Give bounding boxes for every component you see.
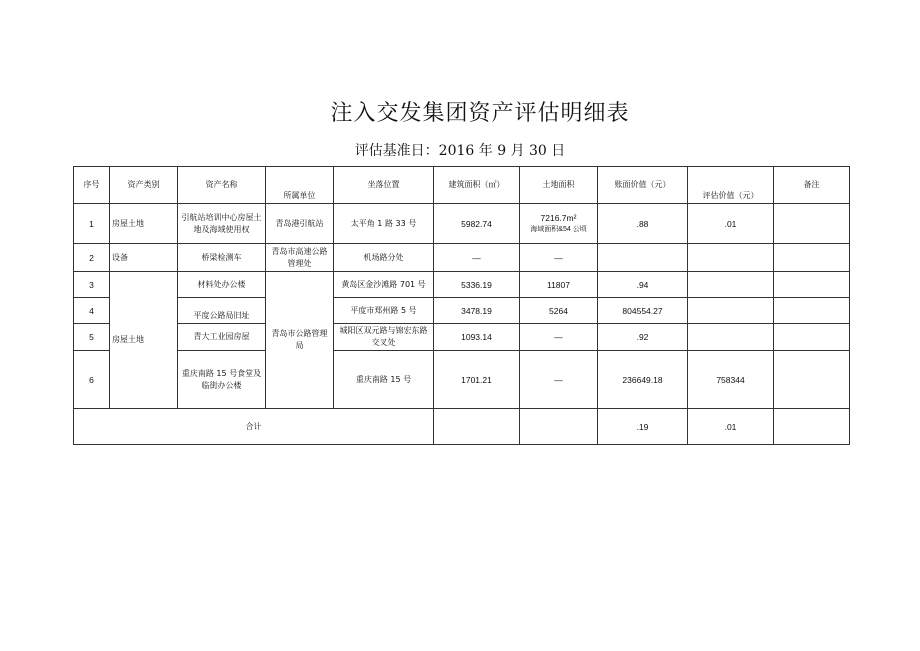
header-book-value: 账面价值（元） [598, 167, 688, 204]
row-name: 青大工业园房屋 [178, 324, 266, 351]
row-name: 平度公路局旧址 [178, 298, 266, 324]
row-book-value: 236649.18 [598, 351, 688, 409]
row-book-value: 804554.27 [598, 298, 688, 324]
header-remark: 备注 [774, 167, 850, 204]
row-remark [774, 298, 850, 324]
row-land-area [520, 204, 598, 244]
header-name: 资产名称 [178, 167, 266, 204]
header-land-area: 土地面积 [520, 167, 598, 204]
row-land-area-value: 7216.7m² [540, 212, 577, 223]
row-seq: 3 [74, 272, 110, 298]
row-unit: 青岛市高速公路管理处 [266, 244, 334, 272]
table-row [74, 298, 850, 324]
table-row [74, 351, 850, 409]
row-eval-value [688, 272, 774, 298]
row-building-area: 1093.14 [434, 324, 520, 351]
row-land-area-note: 海域面积&54 公顷 [530, 225, 587, 233]
row-remark [774, 204, 850, 244]
table-row [74, 204, 850, 244]
row-book-value [598, 244, 688, 272]
row-building-area: — [434, 244, 520, 272]
row-land-area: — [520, 244, 598, 272]
row-category: 房屋土地 [110, 272, 178, 409]
total-remark [774, 409, 850, 445]
row-name: 引航站培训中心房屋土地及海域使用权 [178, 204, 266, 244]
total-row [74, 409, 850, 445]
header-building-area: 建筑面积（㎡） [434, 167, 520, 204]
row-name: 重庆南路 15 号食堂及临街办公楼 [178, 351, 266, 409]
row-building-area: 5336.19 [434, 272, 520, 298]
total-label: 合计 [74, 409, 434, 445]
row-seq: 5 [74, 324, 110, 351]
row-building-area: 1701.21 [434, 351, 520, 409]
row-building-area: 5982.74 [434, 204, 520, 244]
row-land-area: 5264 [520, 298, 598, 324]
header-seq: 序号 [74, 167, 110, 204]
valuation-date: 评估基准日：2016 年 9 月 30 日 [354, 143, 566, 159]
page-title: 注入交发集团资产评估明细表 [330, 101, 630, 126]
row-book-value: .92 [598, 324, 688, 351]
total-eval-value: .01 [688, 409, 774, 445]
asset-table [73, 166, 850, 445]
header-row [74, 167, 850, 204]
row-remark [774, 324, 850, 351]
row-eval-value [688, 244, 774, 272]
total-book-value: .19 [598, 409, 688, 445]
row-location: 黄岛区金沙滩路 701 号 [334, 272, 434, 298]
row-name: 材料处办公楼 [178, 272, 266, 298]
row-eval-value: 758344 [688, 351, 774, 409]
row-unit: 青岛市公路管理局 [266, 272, 334, 409]
row-remark [774, 272, 850, 298]
row-category: 房屋土地 [110, 204, 178, 244]
row-unit: 青岛港引航站 [266, 204, 334, 244]
row-land-area: 11807 [520, 272, 598, 298]
row-seq: 6 [74, 351, 110, 409]
header-category: 资产类别 [110, 167, 178, 204]
header-location: 坐落位置 [334, 167, 434, 204]
row-eval-value [688, 324, 774, 351]
row-location: 重庆南路 15 号 [334, 351, 434, 409]
total-land-area [520, 409, 598, 445]
row-book-value: .94 [598, 272, 688, 298]
row-category: 设备 [110, 244, 178, 272]
row-location: 平度市郑州路 5 号 [334, 298, 434, 324]
row-eval-value: .01 [688, 204, 774, 244]
row-remark [774, 244, 850, 272]
row-building-area: 3478.19 [434, 298, 520, 324]
row-location: 太平角 1 路 33 号 [334, 204, 434, 244]
row-seq: 1 [74, 204, 110, 244]
row-land-area: — [520, 324, 598, 351]
table-row [74, 244, 850, 272]
row-book-value: .88 [598, 204, 688, 244]
row-remark [774, 351, 850, 409]
row-seq: 2 [74, 244, 110, 272]
row-name: 桥梁检测车 [178, 244, 266, 272]
table-row [74, 272, 850, 298]
header-unit: 所属单位 [266, 167, 334, 204]
header-eval-value: 评估价值（元） [688, 167, 774, 204]
total-building-area [434, 409, 520, 445]
row-seq: 4 [74, 298, 110, 324]
row-land-area: — [520, 351, 598, 409]
row-location: 城阳区双元路与锦宏东路交叉处 [334, 324, 434, 351]
row-location: 机场路分处 [334, 244, 434, 272]
row-eval-value [688, 298, 774, 324]
table-row [74, 324, 850, 351]
